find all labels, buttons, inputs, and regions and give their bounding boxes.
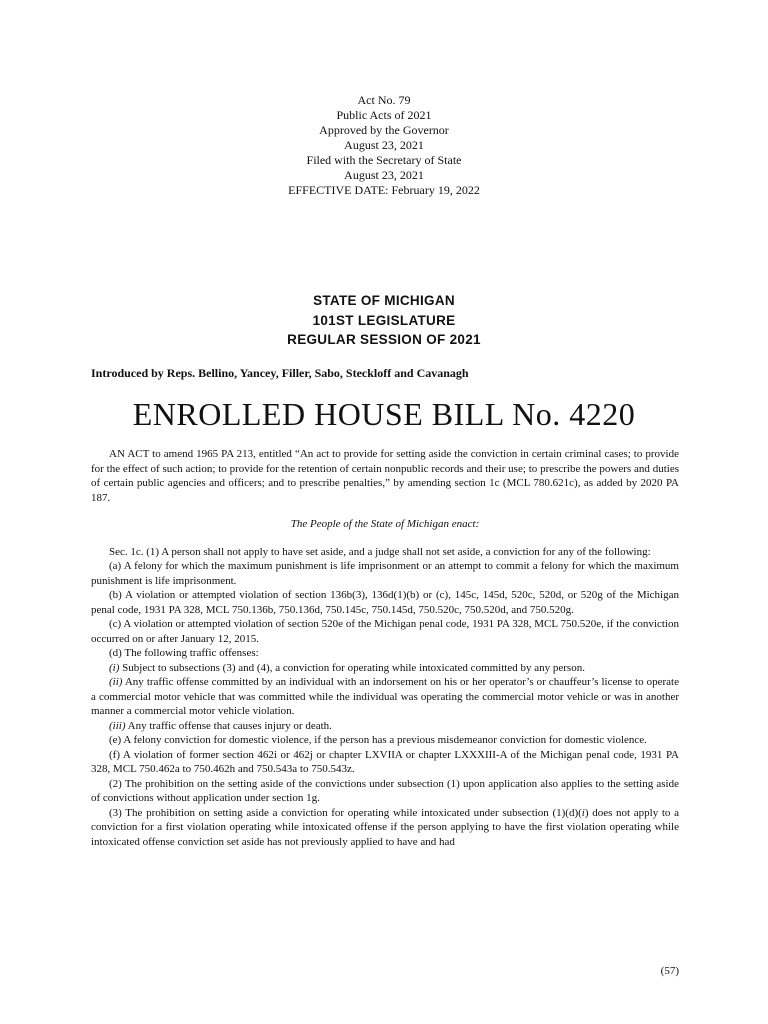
subdivision-e: (e) A felony conviction for domestic violence, if the person has a previous misdemeanor conviction for domestic violence. <box>109 734 647 746</box>
subparagraph-iii <box>91 719 679 734</box>
introduced-by: Introduced by Reps. Bellino, Yancey, Filler, Sabo, Steckloff and Cavanagh <box>91 366 469 380</box>
approved-date: August 23, 2021 <box>344 138 424 152</box>
approved-by: Approved by the Governor <box>319 123 449 137</box>
legislature-heading <box>0 291 768 350</box>
subparagraph-ii-text: Any traffic offense committed by an individual with an indorsement on his or her operator’s or chauffeur’s license to operate a commercial motor vehicle that was committed while the individual was operating the commercial motor vehicle or was in another manner a commercial motor vehicle violation. <box>91 676 679 717</box>
effective-date: EFFECTIVE DATE: February 19, 2022 <box>288 183 480 197</box>
subdivision-f: (f) A violation of former section 462i or 462j or chapter LXVIIA or chapter LXXXIII-A of the Michigan penal code, 1931 PA 328, MCL 750.462a to 750.462h and 750.543a to 750.543z. <box>91 748 679 775</box>
subsection-3-end: ) does not apply to a conviction for a first violation operating while intoxicated offense if the person applying to have the first violation operating while intoxicated offense conviction set aside has not previously applied to have and had <box>91 806 679 848</box>
subsection-3-start: (3) The prohibition on setting aside a conviction for operating while intoxicated under subsection (1)(d)( <box>109 806 582 819</box>
legislature-number: 101ST LEGISLATURE <box>312 312 456 328</box>
bill-title: ENROLLED HOUSE BILL No. 4220 <box>132 396 636 432</box>
state-name: STATE OF MICHIGAN <box>313 293 455 308</box>
act-number: Act No. 79 <box>357 93 411 107</box>
subparagraph-i-label: (i) <box>109 661 120 674</box>
subparagraph-iii-text: Any traffic offense that causes injury or death. <box>125 719 332 732</box>
act-header <box>0 93 768 198</box>
act-paragraph: AN ACT to amend 1965 PA 213, entitled “An act to provide for setting aside the conviction in certain criminal cases; to provide for the effect of such action; to provide for the retention of certain nonpublic records and their use; to prescribe the powers and duties of certain public agencies and officers; and to prescribe penalties,” by amending section 1c (MCL 780.621c), as added by 2020 PA 187. <box>91 448 679 504</box>
subparagraph-ii <box>91 675 679 719</box>
subsection-3 <box>91 806 679 850</box>
subdivision-c: (c) A violation or attempted violation of section 520e of the Michigan penal code, 1931 PA 328, MCL 750.520e, if the conviction occurred on or after January 12, 2015. <box>91 618 679 645</box>
subparagraph-ii-label: (ii) <box>109 676 123 688</box>
subdivision-b: (b) A violation or attempted violation of section 136b(3), 136d(1)(b) or (c), 145c, 145d, 520c, 520d, or 520g of the Michigan penal code, 1931 PA 328, MCL 750.136b, 750.136d, 750.145c, 750.145d, 750.520c, 750.520d, and 750.520g. <box>91 589 679 616</box>
filed-with: Filed with the Secretary of State <box>306 153 462 167</box>
bill-body <box>91 447 679 849</box>
page-number: (57) <box>660 965 679 977</box>
session-name: REGULAR SESSION OF 2021 <box>287 332 481 347</box>
subdivision-a: (a) A felony for which the maximum punishment is life imprisonment or an attempt to commit a felony for which the maximum punishment is life imprisonment. <box>91 560 679 587</box>
public-acts: Public Acts of 2021 <box>336 108 432 122</box>
section-intro: Sec. 1c. (1) A person shall not apply to have set aside, and a judge shall not set aside, a conviction for any of the following: <box>109 545 651 558</box>
filed-date: August 23, 2021 <box>344 168 424 182</box>
subsection-3-label: i <box>581 806 585 819</box>
subdivision-d: (d) The following traffic offenses: <box>109 647 259 659</box>
subparagraph-i <box>91 661 679 676</box>
subparagraph-iii-label: (iii) <box>109 719 126 732</box>
subparagraph-i-text: Subject to subsections (3) and (4), a conviction for operating while intoxicated committed by any person. <box>119 661 585 674</box>
subsection-2: (2) The prohibition on the setting aside of the convictions under subsection (1) upon application also applies to the setting aside of convictions without application under section 1g. <box>91 777 679 804</box>
enacting-clause: The People of the State of Michigan enact: <box>290 518 480 530</box>
